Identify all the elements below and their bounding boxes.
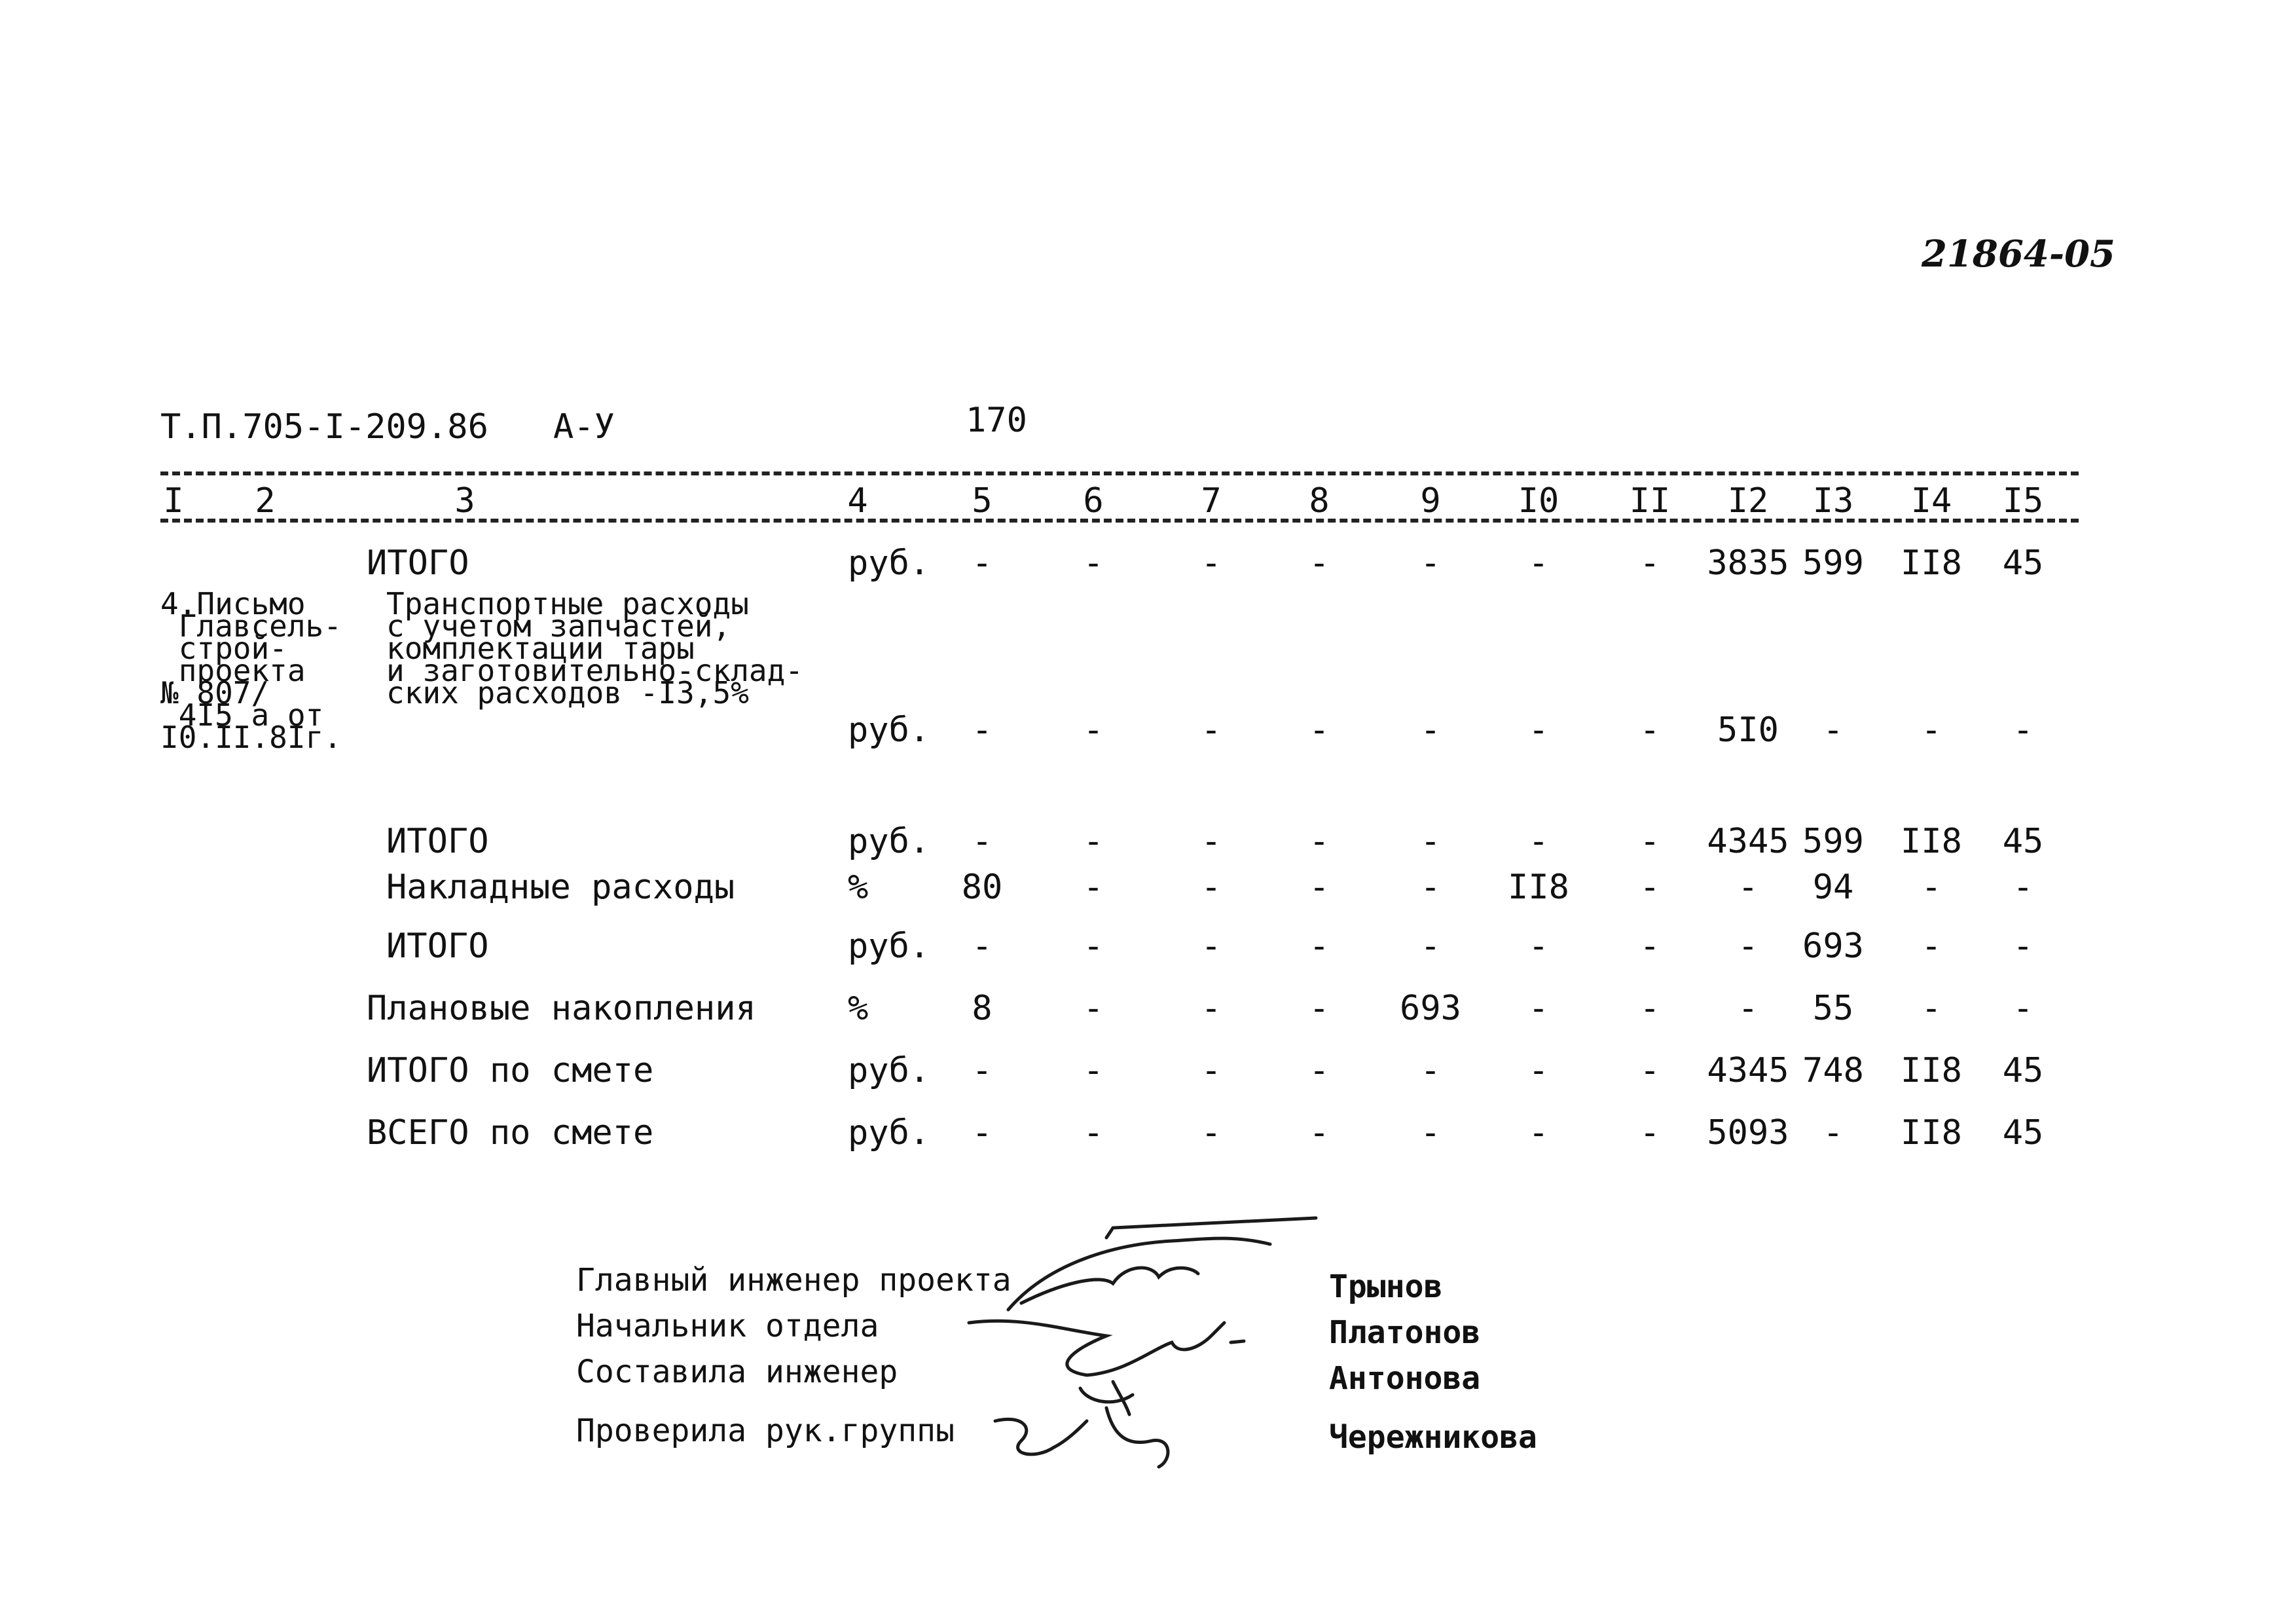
column-header: 8 xyxy=(1309,481,1330,521)
row-value: - xyxy=(1528,710,1549,750)
signature-name: Антонова xyxy=(1329,1360,1481,1397)
row-value: - xyxy=(1639,1051,1660,1090)
row-value: - xyxy=(1528,1113,1549,1153)
row-label: ИТОГО по смете xyxy=(367,1051,654,1090)
column-header: 9 xyxy=(1420,481,1441,521)
row-unit: руб. xyxy=(848,927,930,966)
row-value: - xyxy=(1921,710,1942,750)
row-label: ИТОГО xyxy=(386,927,489,966)
signature-chief-engineer xyxy=(1008,1218,1316,1310)
row-value: - xyxy=(1921,989,1942,1028)
row-value: - xyxy=(1309,1051,1330,1090)
row-value: - xyxy=(1309,710,1330,750)
row-value: - xyxy=(1201,989,1222,1028)
row-value: - xyxy=(1083,1113,1104,1153)
section-code: А-У xyxy=(553,407,615,447)
row-value: - xyxy=(1738,868,1758,907)
row-value: - xyxy=(1528,544,1549,583)
row-value: - xyxy=(1083,1051,1104,1090)
row-value: - xyxy=(1639,868,1660,907)
row-unit: руб. xyxy=(848,1051,930,1090)
row-value: - xyxy=(1201,710,1222,750)
row-value: - xyxy=(1420,927,1441,966)
row-value: - xyxy=(1823,1113,1844,1153)
row-value: - xyxy=(1083,989,1104,1028)
row-value: - xyxy=(1309,1113,1330,1153)
row-value: II8 xyxy=(1508,868,1569,907)
row-value: - xyxy=(1201,822,1222,861)
row-value: - xyxy=(2013,868,2033,907)
row-value: - xyxy=(1528,989,1549,1028)
row-value: - xyxy=(1639,544,1660,583)
signature-role: Главный инженер проекта xyxy=(576,1262,1011,1299)
row-value: 45 xyxy=(2002,1051,2044,1090)
row-value: 4345 xyxy=(1707,822,1789,861)
document-number: 21864-05 xyxy=(1922,232,2115,276)
row-value: 5I0 xyxy=(1717,710,1779,750)
row-value: - xyxy=(1201,868,1222,907)
row-value: - xyxy=(1201,1113,1222,1153)
column-header: I3 xyxy=(1812,481,1854,521)
row-value: II8 xyxy=(1901,1113,1962,1153)
row-value: 45 xyxy=(2002,822,2044,861)
column-header: I5 xyxy=(2002,481,2044,521)
row-value: 693 xyxy=(1802,927,1864,966)
row-value: - xyxy=(972,1051,993,1090)
column-header: I4 xyxy=(1910,481,1952,521)
signature-role: Составила инженер xyxy=(576,1354,898,1390)
row-value: - xyxy=(1083,822,1104,861)
signature-role: Начальник отдела xyxy=(576,1308,879,1344)
row-value: - xyxy=(1083,927,1104,966)
row-value: - xyxy=(1309,989,1330,1028)
row-value: 45 xyxy=(2002,1113,2044,1153)
row-value: - xyxy=(1420,1113,1441,1153)
column-header: 6 xyxy=(1083,481,1104,521)
row-value: - xyxy=(1921,868,1942,907)
column-header: 7 xyxy=(1201,481,1222,521)
signature-department-head xyxy=(969,1321,1244,1375)
column-header: 4 xyxy=(847,481,868,521)
row-value: - xyxy=(1420,1051,1441,1090)
row-value: - xyxy=(1639,1113,1660,1153)
row-value: - xyxy=(1639,989,1660,1028)
column-header: I xyxy=(163,481,184,521)
column-header: I2 xyxy=(1727,481,1769,521)
row-value: - xyxy=(972,927,993,966)
row-value: - xyxy=(1639,710,1660,750)
row-value: - xyxy=(1639,822,1660,861)
row-value: 45 xyxy=(2002,544,2044,583)
row-value: - xyxy=(1738,927,1758,966)
signature-name: Трынов xyxy=(1329,1268,1443,1305)
signature-engineer xyxy=(1080,1382,1133,1414)
row-unit: руб. xyxy=(848,1113,930,1153)
row-label: ИТОГО xyxy=(367,544,469,583)
row-value: - xyxy=(1420,868,1441,907)
page-number: 170 xyxy=(966,401,1027,440)
row-value: - xyxy=(1528,927,1549,966)
signature-group-head xyxy=(995,1408,1168,1467)
row-value: 94 xyxy=(1812,868,1854,907)
signature-role: Проверила рук.группы xyxy=(576,1412,955,1449)
row-value: 8 xyxy=(972,989,993,1028)
row-basis: 4.Письмо Главсель- строй- проекта № 807/ 4I5 а от I0.II.8Iг. xyxy=(160,586,342,755)
row-value: - xyxy=(1309,927,1330,966)
row-value: - xyxy=(1823,710,1844,750)
project-code: Т.П.705-I-209.86 xyxy=(160,407,488,447)
row-value: 599 xyxy=(1802,822,1864,861)
row-value: - xyxy=(1083,544,1104,583)
column-header: 3 xyxy=(454,481,475,521)
row-value: - xyxy=(972,822,993,861)
row-value: - xyxy=(1201,544,1222,583)
row-value: II8 xyxy=(1901,822,1962,861)
row-value: - xyxy=(972,1113,993,1153)
row-value: 5093 xyxy=(1707,1113,1789,1153)
row-value: - xyxy=(1639,927,1660,966)
row-value: - xyxy=(1528,1051,1549,1090)
row-value: - xyxy=(1201,927,1222,966)
row-value: - xyxy=(2013,710,2033,750)
row-unit: % xyxy=(848,989,869,1028)
row-value: - xyxy=(1528,822,1549,861)
row-value: - xyxy=(1309,868,1330,907)
row-value: - xyxy=(1921,927,1942,966)
row-label: ИТОГО xyxy=(386,822,489,861)
row-unit: руб. xyxy=(848,822,930,861)
row-value: - xyxy=(1083,868,1104,907)
row-value: - xyxy=(972,544,993,583)
row-value: - xyxy=(1420,544,1441,583)
row-label: Плановые накопления xyxy=(367,989,756,1028)
column-header: II xyxy=(1629,481,1671,521)
row-value: II8 xyxy=(1901,544,1962,583)
row-value: 3835 xyxy=(1707,544,1789,583)
row-value: - xyxy=(2013,989,2033,1028)
row-unit: % xyxy=(848,868,869,907)
header-top-rule xyxy=(160,471,2079,475)
row-value: 4345 xyxy=(1707,1051,1789,1090)
row-value: 599 xyxy=(1802,544,1864,583)
row-value: 55 xyxy=(1812,989,1854,1028)
row-value: 80 xyxy=(961,868,1003,907)
row-value: - xyxy=(1420,822,1441,861)
row-unit: руб. xyxy=(848,710,930,750)
row-unit: руб. xyxy=(848,544,930,583)
row-value: - xyxy=(972,710,993,750)
row-value: - xyxy=(1309,544,1330,583)
column-header: 5 xyxy=(972,481,993,521)
signature-name: Платонов xyxy=(1329,1314,1481,1351)
row-label: Накладные расходы xyxy=(386,868,735,907)
column-header: I0 xyxy=(1518,481,1559,521)
row-label: Транспортные расходы с учетом запчастей, комплектации тары и заготовительно-склад- ских расходов -I3,5% xyxy=(386,586,803,710)
row-value: - xyxy=(2013,927,2033,966)
row-value: - xyxy=(1083,710,1104,750)
row-value: - xyxy=(1420,710,1441,750)
column-header: 2 xyxy=(255,481,276,521)
row-value: II8 xyxy=(1901,1051,1962,1090)
row-value: 748 xyxy=(1802,1051,1864,1090)
row-value: - xyxy=(1201,1051,1222,1090)
row-label: ВСЕГО по смете xyxy=(367,1113,654,1153)
signature-name: Чережникова xyxy=(1329,1419,1537,1456)
row-value: - xyxy=(1309,822,1330,861)
row-value: 693 xyxy=(1400,989,1461,1028)
row-value: - xyxy=(1738,989,1758,1028)
